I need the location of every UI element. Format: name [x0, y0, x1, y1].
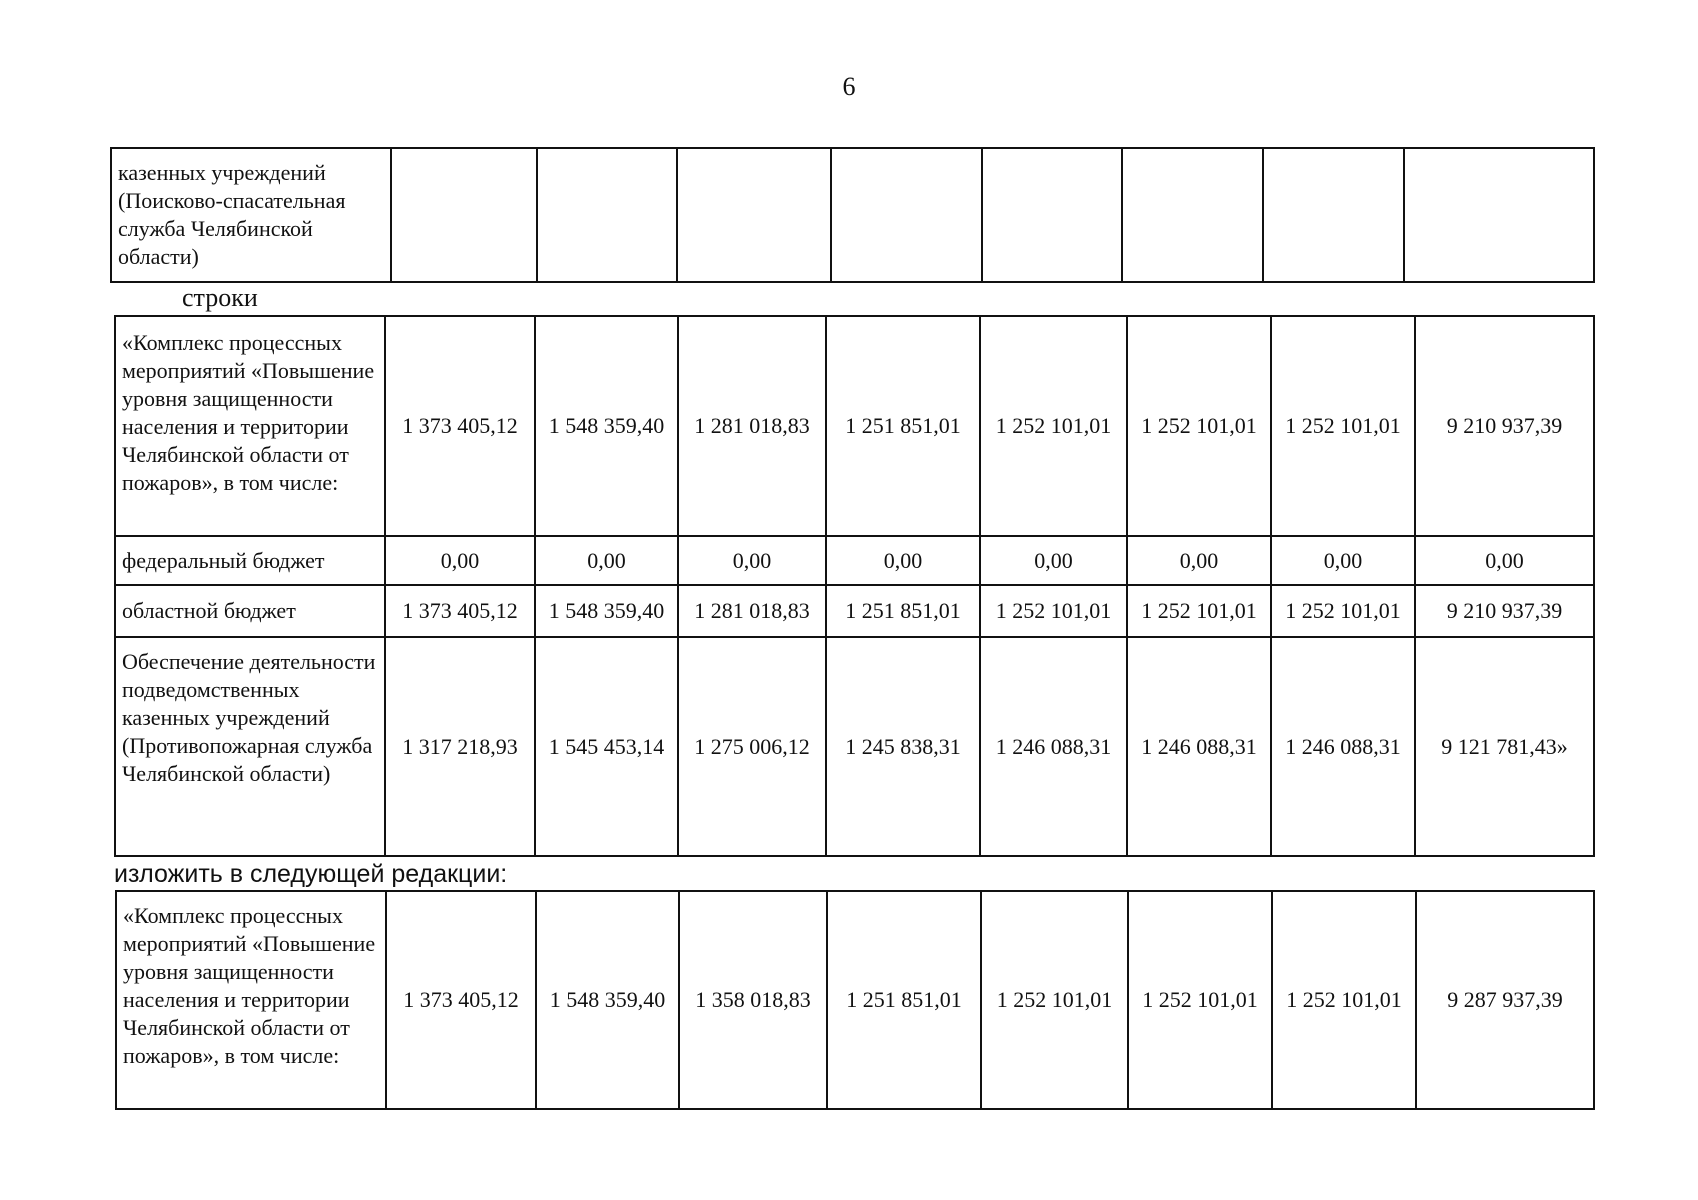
value-cell: 1 251 851,01 — [826, 316, 980, 536]
value-cell: 0,00 — [385, 536, 535, 585]
row-label: «Комплекс процессных мероприятий «Повышение уровня защищенности населения и территории Челябинской области от пожаров», в том числе: — [116, 891, 386, 1109]
continuation-table — [110, 147, 1595, 283]
value-cell: 0,00 — [535, 536, 678, 585]
value-cell: 1 252 101,01 — [1272, 891, 1416, 1109]
table-row — [115, 637, 1594, 856]
value-cell: 0,00 — [1127, 536, 1271, 585]
value-cell: 1 252 101,01 — [1271, 316, 1415, 536]
value-cell: 1 275 006,12 — [678, 637, 826, 856]
value-cell: 1 281 018,83 — [678, 585, 826, 637]
value-cell: 1 373 405,12 — [385, 585, 535, 637]
row-label: казенных учреждений (Поисково-спасательная служба Челябинской области) — [111, 148, 391, 282]
value-cell: 1 545 453,14 — [535, 637, 678, 856]
value-cell — [831, 148, 982, 282]
value-cell: 1 252 101,01 — [980, 585, 1127, 637]
value-cell: 1 252 101,01 — [1271, 585, 1415, 637]
value-cell: 1 246 088,31 — [1127, 637, 1271, 856]
value-cell: 1 548 359,40 — [536, 891, 679, 1109]
table-row — [115, 536, 1594, 585]
value-cell: 0,00 — [1271, 536, 1415, 585]
row-label: федеральный бюджет — [115, 536, 385, 585]
value-cell: 9 210 937,39 — [1415, 585, 1594, 637]
value-cell: 1 252 101,01 — [1127, 316, 1271, 536]
value-cell: 0,00 — [678, 536, 826, 585]
value-cell: 1 245 838,31 — [826, 637, 980, 856]
value-cell — [391, 148, 537, 282]
caption-rows: строки — [182, 283, 258, 312]
new-version-table — [115, 890, 1595, 1110]
value-cell: 1 373 405,12 — [386, 891, 536, 1109]
table-row — [115, 585, 1594, 637]
value-cell: 1 317 218,93 — [385, 637, 535, 856]
value-cell: 0,00 — [1415, 536, 1594, 585]
value-cell: 1 246 088,31 — [980, 637, 1127, 856]
value-cell: 1 252 101,01 — [1127, 585, 1271, 637]
page-number: 6 — [842, 72, 856, 101]
value-cell: 1 252 101,01 — [980, 316, 1127, 536]
table-row — [116, 891, 1594, 1109]
value-cell: 1 548 359,40 — [535, 585, 678, 637]
old-version-table — [114, 315, 1595, 857]
value-cell — [537, 148, 677, 282]
table-row — [111, 148, 1594, 282]
row-label: Обеспечение деятельности подведомственных казенных учреждений (Противопожарная служба Челябинской области) — [115, 637, 385, 856]
value-cell: 0,00 — [980, 536, 1127, 585]
value-cell: 9 287 937,39 — [1416, 891, 1594, 1109]
value-cell: 1 251 851,01 — [827, 891, 981, 1109]
value-cell — [1122, 148, 1263, 282]
value-cell: 1 373 405,12 — [385, 316, 535, 536]
caption-new-edition: изложить в следующей редакции: — [114, 860, 508, 888]
row-label: «Комплекс процессных мероприятий «Повышение уровня защищенности населения и территории Челябинской области от пожаров», в том числе: — [115, 316, 385, 536]
value-cell — [1404, 148, 1594, 282]
value-cell: 9 121 781,43» — [1415, 637, 1594, 856]
value-cell: 1 252 101,01 — [981, 891, 1128, 1109]
value-cell: 1 358 018,83 — [679, 891, 827, 1109]
row-label: областной бюджет — [115, 585, 385, 637]
value-cell: 0,00 — [826, 536, 980, 585]
value-cell: 1 548 359,40 — [535, 316, 678, 536]
value-cell — [1263, 148, 1404, 282]
value-cell — [677, 148, 831, 282]
value-cell: 9 210 937,39 — [1415, 316, 1594, 536]
table-row — [115, 316, 1594, 536]
value-cell: 1 281 018,83 — [678, 316, 826, 536]
value-cell — [982, 148, 1122, 282]
value-cell: 1 251 851,01 — [826, 585, 980, 637]
value-cell: 1 246 088,31 — [1271, 637, 1415, 856]
value-cell: 1 252 101,01 — [1128, 891, 1272, 1109]
